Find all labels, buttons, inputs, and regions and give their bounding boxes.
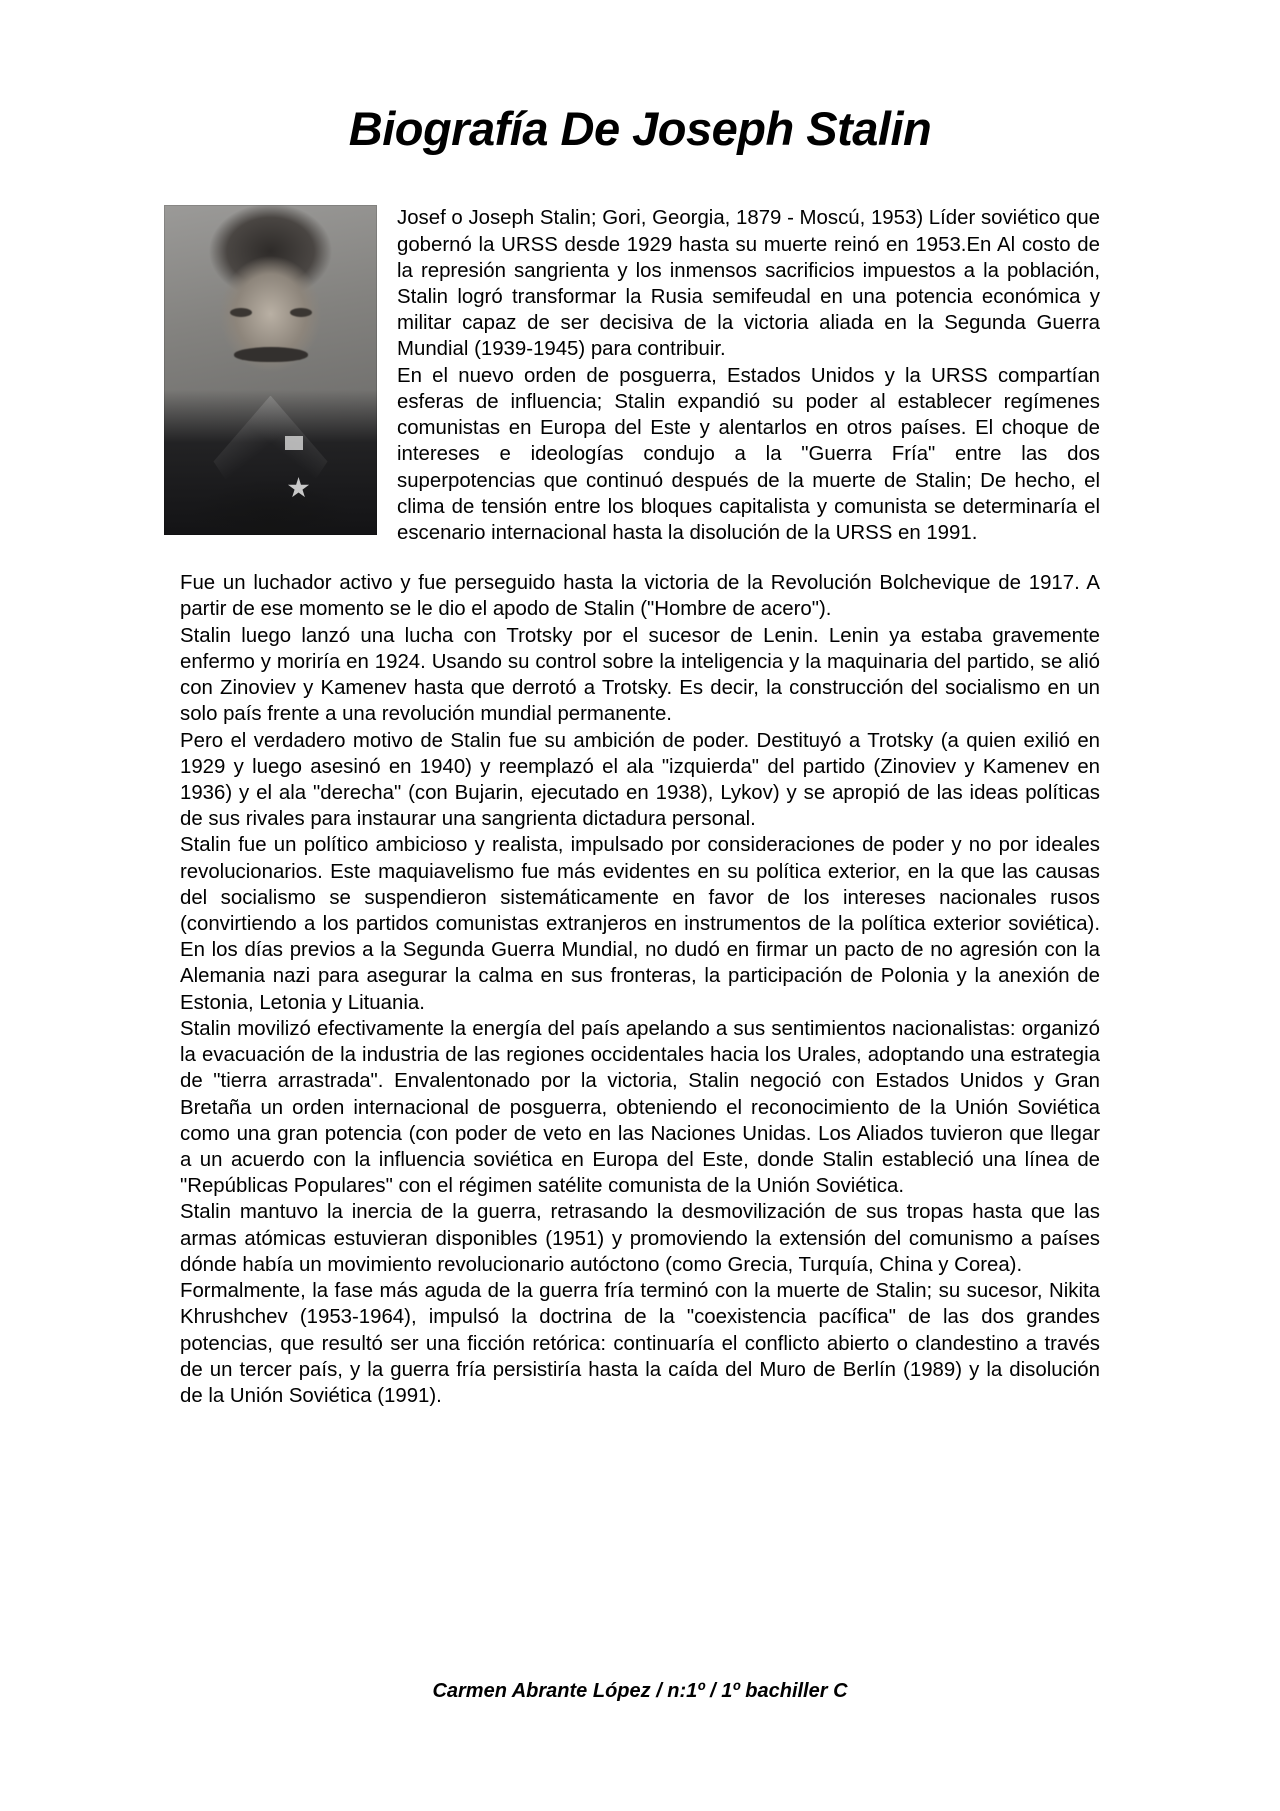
body-paragraph: Pero el verdadero motivo de Stalin fue su ambición de poder. Destituyó a Trotsky (a quien exilió en 1929 y luego asesinó en 1940) y reemplazó el ala "izquierda" del partido (Zinoviev y Kamenev en 1936) y el ala "derecha" (con Bujarin, ejecutado en 1938), Lykov) y se apropió de las ideas políticas de sus rivales para instaurar una sangrienta dictadura personal. bbox=[180, 729, 1100, 831]
stalin-portrait-image bbox=[164, 205, 377, 535]
page-footer-author: Carmen Abrante López / n:1º / 1º bachiller C bbox=[432, 1680, 848, 1702]
intro-paragraph: Josef o Joseph Stalin; Gori, Georgia, 1879 - Moscú, 1953) Líder soviético que gobernó la URSS desde 1929 hasta su muerte reinó en 1953.En Al costo de la represión sangrienta y los inmensos sacrificios impuestos a la población, Stalin logró transformar la Rusia semifeudal en una potencia económica y militar capaz de ser decisiva de la victoria aliada en la Segunda Guerra Mundial (1939-1945) para contribuir. bbox=[397, 207, 1100, 361]
body-paragraph: Formalmente, la fase más aguda de la guerra fría terminó con la muerte de Stalin; su sucesor, Nikita Khrushchev (1953-1964), impulsó la doctrina de la "coexistencia pacífica" de las dos grandes potencias, que resultó ser una ficción retórica: continuaría el conflicto abierto o clandestino a través de un tercer país, y la guerra fría persistiría hasta la caída del Muro de Berlín (1989) y la disolución de la Unión Soviética (1991). bbox=[180, 1280, 1100, 1407]
body-paragraph: Fue un luchador activo y fue perseguido hasta la victoria de la Revolución Bolchevique de 1917. A partir de ese momento se le dio el apodo de Stalin ("Hombre de acero"). bbox=[180, 572, 1100, 621]
portrait-moustache-detail bbox=[234, 347, 308, 362]
body-paragraph: Stalin movilizó efectivamente la energía del país apelando a sus sentimientos nacionalistas: organizó la evacuación de la industria de las regiones occidentales hacia los Urales, adoptando una estrategia de "tierra arrastrada". Envalentonado por la victoria, Stalin negoció con Estados Unidos y Gran Bretaña un orden internacional de posguerra, obteniendo el reconocimiento de la Unión Soviética como una gran potencia (con poder de veto en las Naciones Unidas. Los Aliados tuvieron que llegar a un acuerdo con la influencia soviética en Europa del Este, donde Stalin estableció una línea de "Repúblicas Populares" con el régimen satélite comunista de la Unión Soviética. bbox=[180, 1017, 1100, 1198]
body-block bbox=[180, 570, 1100, 1409]
portrait-medal-detail bbox=[285, 436, 303, 450]
portrait-collar-detail bbox=[196, 396, 346, 516]
document-content bbox=[180, 205, 1100, 1409]
body-paragraph: Stalin fue un político ambicioso y realista, impulsado por consideraciones de poder y no por ideales revolucionarios. Este maquiavelismo fue más evidentes en su política exterior, en la que las causas del socialismo se suspendieron sistemáticamente en favor de los intereses nacionales rusos (convirtiendo a los partidos comunistas extranjeros en instrumentos de la política exterior soviética). En los días previos a la Segunda Guerra Mundial, no dudó en firmar un pacto de no agresión con la Alemania nazi para asegurar la calma en sus fronteras, la participación de Polonia y la anexión de Estonia, Letonia y Lituania. bbox=[180, 834, 1100, 1014]
intro-block bbox=[180, 205, 1100, 546]
portrait-eyes-detail bbox=[228, 308, 314, 317]
body-paragraph: Stalin mantuvo la inercia de la guerra, retrasando la desmovilización de sus tropas hasta que las armas atómicas estuvieran disponibles (1951) y promoviendo la extensión del comunismo a países dónde había un movimiento revolucionario autóctono (como Grecia, Turquía, China y Corea). bbox=[180, 1201, 1100, 1276]
intro-paragraph: En el nuevo orden de posguerra, Estados Unidos y la URSS compartían esferas de influencia; Stalin expandió su poder al establecer regímenes comunistas en Europa del Este y alentarlos en otros países. El choque de intereses e ideologías condujo a la "Guerra Fría" entre las dos superpotencias que continuó después de la muerte de Stalin; De hecho, el clima de tensión entre los bloques capitalista y comunista se determinaría el escenario internacional hasta la disolución de la URSS en 1991. bbox=[397, 364, 1100, 544]
page-title: Biografía De Joseph Stalin bbox=[348, 102, 932, 155]
body-paragraph: Stalin luego lanzó una lucha con Trotsky por el sucesor de Lenin. Lenin ya estaba gravemente enfermo y moriría en 1924. Usando su control sobre la inteligencia y la maquinaria del partido, se alió con Zinoviev y Kamenev hasta que derrotó a Trotsky. Es decir, la construcción del socialismo en un solo país frente a una revolución mundial permanente. bbox=[180, 624, 1100, 726]
